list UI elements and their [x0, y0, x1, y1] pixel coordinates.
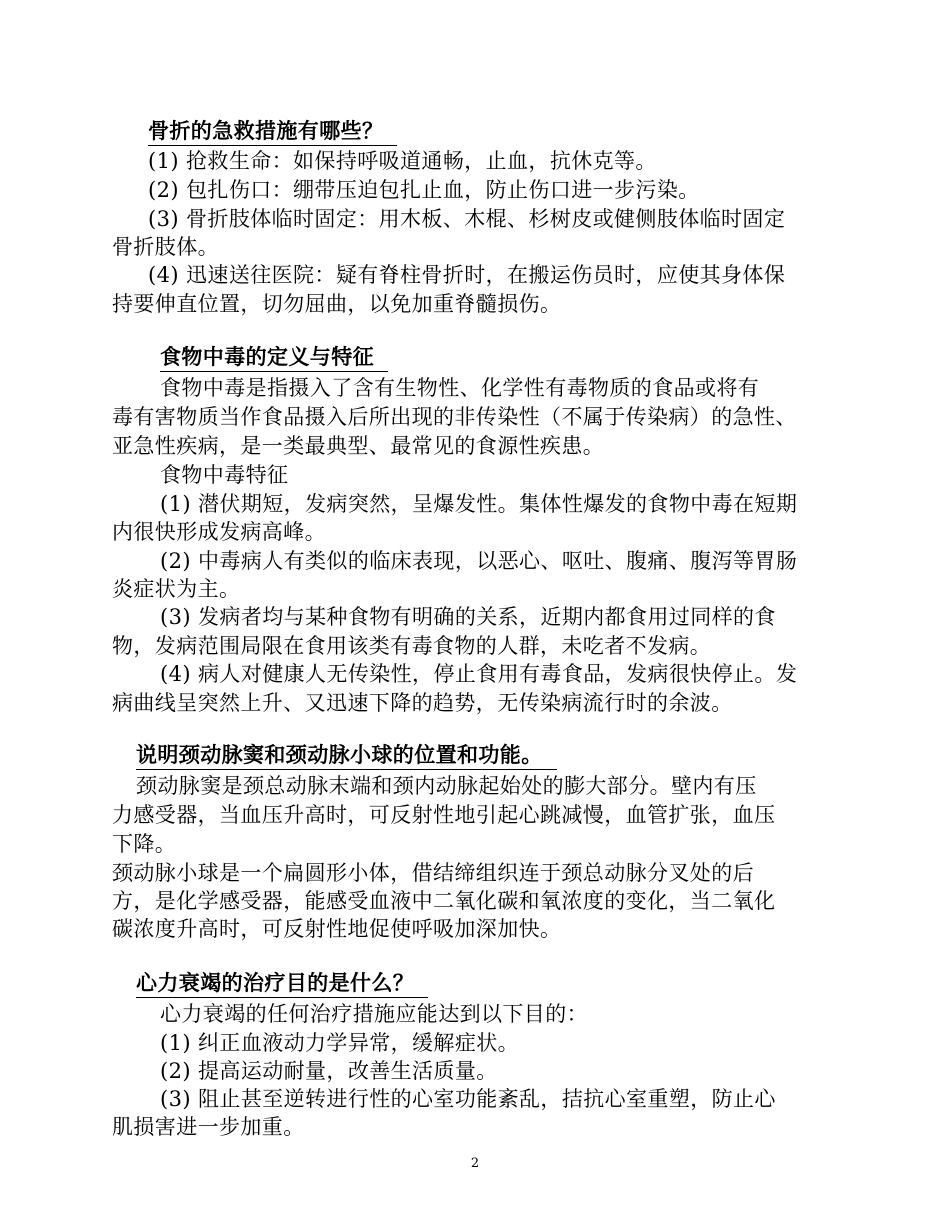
paragraph-line: (1) 潜伏期短，发病突然，呈爆发性。集体性爆发的食物中毒在短期 — [160, 492, 798, 516]
paragraph-line: 力感受器，当血压升高时，可反射性地引起心跳减慢，血管扩张，血压 — [112, 803, 776, 827]
paragraph-line: 食物中毒特征 — [160, 463, 289, 487]
paragraph-line: 病曲线呈突然上升、又迅速下降的趋势，无传染病流行时的余波。 — [112, 691, 733, 715]
paragraph-line: 心力衰竭的任何治疗措施应能达到以下目的： — [160, 1002, 588, 1026]
section-heading-fracture-first-aid: 骨折的急救措施有哪些？ — [148, 117, 397, 146]
paragraph-line: 亚急性疾病，是一类最典型、最常见的食源性疾患。 — [112, 434, 605, 458]
paragraph-line: 颈动脉小球是一个扁圆形小体，借结缔组织连于颈总动脉分叉处的后 — [112, 861, 754, 885]
paragraph-line: (1) 纠正血液动力学异常，缓解症状。 — [160, 1031, 520, 1055]
paragraph-line: 骨折肢体。 — [112, 235, 219, 259]
paragraph-line: (3) 阻止甚至逆转进行性的心室功能紊乱，拮抗心室重塑，防止心 — [160, 1087, 776, 1111]
paragraph-line: 下降。 — [112, 832, 177, 856]
paragraph-line: (4) 迅速送往医院：疑有脊柱骨折时，在搬运伤员时，应使其身体保 — [148, 263, 786, 287]
paragraph-line: 物，发病范围局限在食用该类有毒食物的人群，未吃者不发病。 — [112, 634, 712, 658]
page-number: 2 — [470, 1156, 480, 1171]
section-heading-heart-failure: 心力衰竭的治疗目的是什么？ — [136, 969, 428, 998]
paragraph-line: (3) 骨折肢体临时固定：用木板、木棍、杉树皮或健侧肢体临时固定 — [148, 207, 786, 231]
paragraph-line: 持要伸直位置，切勿屈曲，以免加重脊髓损伤。 — [112, 292, 562, 316]
paragraph-line: 颈动脉窦是颈总动脉末端和颈内动脉起始处的膨大部分。壁内有压 — [136, 774, 757, 798]
paragraph-line: (1) 抢救生命：如保持呼吸道通畅，止血，抗休克等。 — [148, 149, 657, 173]
paragraph-line: (4) 病人对健康人无传染性，停止食用有毒食品，发病很快停止。发 — [160, 662, 798, 686]
paragraph-line: 方，是化学感受器，能感受血液中二氧化碳和氧浓度的变化，当二氧化 — [112, 889, 776, 913]
paragraph-line: 内很快形成发病高峰。 — [112, 520, 326, 544]
paragraph-line: 肌损害进一步加重。 — [112, 1115, 305, 1139]
paragraph-line: (3) 发病者均与某种食物有明确的关系，近期内都食用过同样的食 — [160, 605, 776, 629]
paragraph-line: 碳浓度升高时，可反射性地促使呼吸加深加快。 — [112, 917, 562, 941]
section-heading-food-poisoning: 食物中毒的定义与特征 — [160, 343, 388, 372]
paragraph-line: (2) 中毒病人有类似的临床表现，以恶心、呕吐、腹痛、腹泻等胃肠 — [160, 549, 798, 573]
paragraph-line: 食物中毒是指摄入了含有生物性、化学性有毒物质的食品或将有 — [160, 376, 760, 400]
paragraph-line: (2) 提高运动耐量，改善生活质量。 — [160, 1059, 498, 1083]
paragraph-line: (2) 包扎伤口：绷带压迫包扎止血，防止伤口进一步污染。 — [148, 178, 700, 202]
paragraph-line: 毒有害物质当作食品摄入后所出现的非传染性（不属于传染病）的急性、 — [112, 405, 797, 429]
section-heading-carotid-sinus: 说明颈动脉窦和颈动脉小球的位置和功能。 — [136, 741, 557, 770]
paragraph-line: 炎症状为主。 — [112, 577, 241, 601]
